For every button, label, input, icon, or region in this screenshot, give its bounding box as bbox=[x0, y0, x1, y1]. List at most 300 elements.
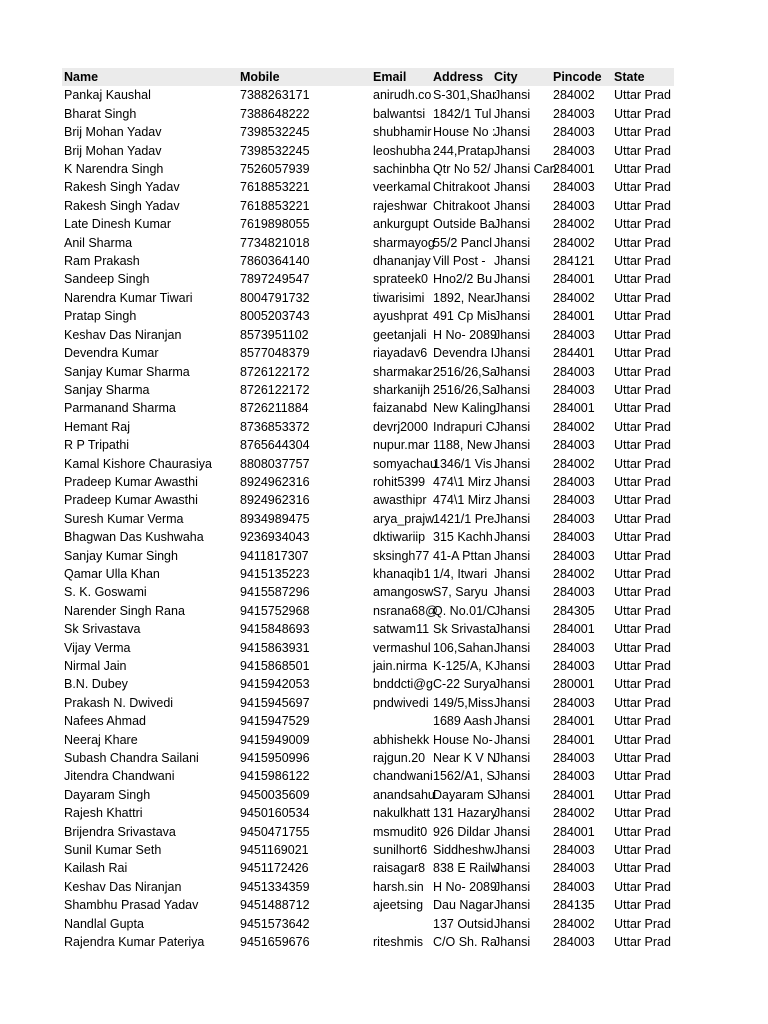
pincode-cell[interactable]: 284003 bbox=[553, 548, 595, 563]
pincode-cell[interactable]: 284003 bbox=[553, 438, 595, 453]
city-cell[interactable]: Jhansi bbox=[494, 935, 531, 950]
state-cell[interactable]: Uttar Prad bbox=[614, 382, 671, 397]
email-cell[interactable]: anandsahu bbox=[373, 787, 435, 802]
state-cell[interactable]: Uttar Prad bbox=[614, 327, 671, 342]
city-cell[interactable]: Jhansi bbox=[494, 511, 531, 526]
mobile-cell[interactable]: 7398532245 bbox=[240, 125, 310, 140]
city-cell[interactable]: Jhansi bbox=[494, 327, 531, 342]
mobile-cell[interactable]: 9415949009 bbox=[240, 732, 310, 747]
mobile-cell[interactable]: 8726211884 bbox=[240, 401, 309, 416]
name-cell[interactable]: Narender Singh Rana bbox=[64, 603, 185, 618]
email-cell[interactable]: balwantsi bbox=[373, 106, 426, 121]
state-cell[interactable]: Uttar Prad bbox=[614, 548, 671, 563]
email-cell[interactable] bbox=[371, 915, 431, 933]
state-cell[interactable]: Uttar Prad bbox=[614, 898, 671, 913]
email-cell[interactable]: khanaqib1 bbox=[373, 566, 431, 581]
state-cell[interactable]: Uttar Prad bbox=[614, 659, 671, 673]
address-cell[interactable]: 1/4, Itwari bbox=[433, 566, 488, 581]
name-cell[interactable]: Ram Prakash bbox=[64, 254, 140, 269]
city-cell[interactable]: Jhansi bbox=[494, 438, 531, 453]
pincode-cell[interactable]: 284003 bbox=[553, 327, 595, 342]
name-cell[interactable]: Kailash Rai bbox=[64, 861, 128, 876]
name-cell[interactable]: Sanjay Kumar Singh bbox=[64, 548, 178, 563]
state-cell[interactable]: Uttar Prad bbox=[614, 493, 671, 508]
state-cell[interactable]: Uttar Prad bbox=[614, 125, 671, 140]
name-cell[interactable]: Dayaram Singh bbox=[64, 787, 151, 802]
city-cell[interactable]: Jhansi bbox=[494, 364, 531, 379]
pincode-cell[interactable]: 284003 bbox=[553, 125, 595, 140]
state-cell[interactable]: Uttar Prad bbox=[614, 530, 671, 545]
city-cell[interactable]: Jhansi bbox=[494, 566, 531, 581]
email-cell[interactable]: sachinbha bbox=[373, 162, 430, 177]
header-mobile[interactable]: Mobile bbox=[240, 70, 280, 84]
mobile-cell[interactable]: 8765644304 bbox=[240, 438, 310, 453]
email-cell[interactable]: devrj2000 bbox=[373, 419, 428, 434]
name-cell[interactable]: Sanjay Sharma bbox=[64, 382, 150, 397]
state-cell[interactable]: Uttar Prad bbox=[614, 198, 671, 213]
pincode-cell[interactable]: 284003 bbox=[553, 106, 595, 121]
pincode-cell[interactable]: 284003 bbox=[553, 493, 595, 508]
address-cell[interactable]: Devendra I bbox=[433, 346, 495, 361]
name-cell[interactable]: S. K. Goswami bbox=[64, 585, 147, 600]
email-cell[interactable]: rohit5399 bbox=[373, 474, 426, 489]
address-cell[interactable]: Indrapuri C bbox=[433, 419, 495, 434]
pincode-cell[interactable]: 284001 bbox=[553, 309, 595, 324]
state-cell[interactable]: Uttar Prad bbox=[614, 732, 671, 747]
address-cell[interactable]: Vill Post - bbox=[433, 254, 486, 269]
email-cell[interactable]: nupur.mar bbox=[373, 438, 430, 453]
pincode-cell[interactable]: 284003 bbox=[553, 843, 595, 858]
email-cell[interactable]: ayushprat bbox=[373, 309, 428, 324]
state-cell[interactable]: Uttar Prad bbox=[614, 787, 671, 802]
city-cell[interactable]: Jhansi bbox=[494, 806, 531, 821]
address-cell[interactable]: C-22 Surya bbox=[433, 677, 497, 692]
mobile-cell[interactable]: 7398532245 bbox=[240, 143, 310, 158]
city-cell[interactable]: Jhansi bbox=[494, 659, 531, 673]
city-cell[interactable]: Jhansi bbox=[494, 474, 531, 489]
name-cell[interactable]: Keshav Das Niranjan bbox=[64, 327, 182, 342]
address-cell[interactable]: 106,Sahan bbox=[433, 640, 494, 655]
city-cell[interactable]: Jhansi bbox=[494, 382, 531, 397]
mobile-cell[interactable]: 8726122172 bbox=[240, 382, 310, 397]
address-cell[interactable]: 1421/1 Pre bbox=[433, 511, 495, 526]
email-cell[interactable]: arya_prajw bbox=[373, 511, 435, 526]
state-cell[interactable]: Uttar Prad bbox=[614, 566, 671, 581]
name-cell[interactable]: Keshav Das Niranjan bbox=[64, 879, 182, 894]
state-cell[interactable]: Uttar Prad bbox=[614, 346, 671, 361]
email-cell[interactable]: tiwarisimi bbox=[373, 290, 425, 305]
email-cell[interactable]: abhishekk bbox=[373, 732, 430, 747]
name-cell[interactable]: Parmanand Sharma bbox=[64, 401, 176, 416]
address-cell[interactable]: C/O Sh. Ra bbox=[433, 935, 497, 950]
pincode-cell[interactable]: 284003 bbox=[553, 180, 595, 195]
email-cell[interactable] bbox=[371, 712, 431, 730]
email-cell[interactable]: sharmayog bbox=[373, 235, 435, 250]
state-cell[interactable]: Uttar Prad bbox=[614, 935, 671, 950]
email-cell[interactable]: vermashul bbox=[373, 640, 431, 655]
pincode-cell[interactable]: 284003 bbox=[553, 935, 595, 950]
mobile-cell[interactable]: 9236934043 bbox=[240, 530, 310, 545]
state-cell[interactable]: Uttar Prad bbox=[614, 751, 671, 766]
header-email[interactable]: Email bbox=[373, 70, 407, 84]
name-cell[interactable]: Pratap Singh bbox=[64, 309, 137, 324]
mobile-cell[interactable]: 8005203743 bbox=[240, 309, 310, 324]
pincode-cell[interactable]: 284003 bbox=[553, 364, 595, 379]
pincode-cell[interactable]: 284305 bbox=[553, 603, 595, 618]
mobile-cell[interactable]: 7618853221 bbox=[240, 198, 310, 213]
city-cell[interactable]: Jhansi bbox=[494, 603, 531, 618]
mobile-cell[interactable]: 9450160534 bbox=[240, 806, 310, 821]
pincode-cell[interactable]: 284001 bbox=[553, 824, 595, 839]
email-cell[interactable]: riayadav6 bbox=[373, 346, 428, 361]
mobile-cell[interactable]: 9415135223 bbox=[240, 566, 310, 581]
address-cell[interactable]: Hno2/2 Bu bbox=[433, 272, 493, 287]
city-cell[interactable]: Jhansi bbox=[494, 235, 531, 250]
address-cell[interactable]: Chitrakoot bbox=[433, 180, 490, 195]
address-cell[interactable]: New Kaling bbox=[433, 401, 497, 416]
name-cell[interactable]: Brij Mohan Yadav bbox=[64, 143, 162, 158]
name-cell[interactable]: Devendra Kumar bbox=[64, 346, 159, 361]
pincode-cell[interactable]: 284001 bbox=[553, 622, 595, 637]
mobile-cell[interactable]: 8934989475 bbox=[240, 511, 310, 526]
city-cell[interactable]: Jhansi bbox=[494, 106, 531, 121]
city-cell[interactable]: Jhansi bbox=[494, 879, 531, 894]
name-cell[interactable]: Rakesh Singh Yadav bbox=[64, 180, 180, 195]
pincode-cell[interactable]: 284003 bbox=[553, 143, 595, 158]
email-cell[interactable]: riteshmis bbox=[373, 935, 424, 950]
pincode-cell[interactable]: 284003 bbox=[553, 382, 595, 397]
name-cell[interactable]: Suresh Kumar Verma bbox=[64, 511, 184, 526]
pincode-cell[interactable]: 284002 bbox=[553, 456, 595, 471]
name-cell[interactable]: Bharat Singh bbox=[64, 106, 137, 121]
mobile-cell[interactable]: 8004791732 bbox=[240, 290, 310, 305]
state-cell[interactable]: Uttar Prad bbox=[614, 640, 671, 655]
state-cell[interactable]: Uttar Prad bbox=[614, 474, 671, 489]
email-cell[interactable]: sprateek0 bbox=[373, 272, 428, 287]
state-cell[interactable]: Uttar Prad bbox=[614, 254, 671, 269]
header-city[interactable]: City bbox=[494, 70, 518, 84]
mobile-cell[interactable]: 9451172426 bbox=[240, 861, 309, 876]
state-cell[interactable]: Uttar Prad bbox=[614, 438, 671, 453]
email-cell[interactable]: leoshubha bbox=[373, 143, 431, 158]
pincode-cell[interactable]: 284003 bbox=[553, 695, 595, 710]
email-cell[interactable]: sunilhort6 bbox=[373, 843, 428, 858]
city-cell[interactable]: Jhansi bbox=[494, 272, 531, 287]
mobile-cell[interactable]: 7619898055 bbox=[240, 217, 310, 232]
mobile-cell[interactable]: 9415587296 bbox=[240, 585, 310, 600]
mobile-cell[interactable]: 9451334359 bbox=[240, 879, 310, 894]
address-cell[interactable]: 55/2 Pancl bbox=[433, 235, 493, 250]
email-cell[interactable]: faizanabd bbox=[373, 401, 428, 416]
name-cell[interactable]: Subash Chandra Sailani bbox=[64, 751, 199, 766]
city-cell[interactable]: Jhansi bbox=[494, 309, 531, 324]
city-cell[interactable]: Jhansi bbox=[494, 622, 531, 637]
address-cell[interactable]: 1689 Aash bbox=[433, 714, 493, 729]
city-cell[interactable]: Jhansi bbox=[494, 180, 531, 195]
address-cell[interactable]: 926 Dildar bbox=[433, 824, 490, 839]
email-cell[interactable]: dhananjay bbox=[373, 254, 431, 269]
city-cell[interactable]: Jhansi bbox=[494, 198, 531, 213]
mobile-cell[interactable]: 9450471755 bbox=[240, 824, 310, 839]
name-cell[interactable]: Rakesh Singh Yadav bbox=[64, 198, 180, 213]
header-name[interactable]: Name bbox=[64, 70, 99, 84]
address-cell[interactable]: 1188, New bbox=[433, 438, 492, 453]
city-cell[interactable]: Jhansi bbox=[494, 769, 531, 784]
name-cell[interactable]: Shambhu Prasad Yadav bbox=[64, 898, 199, 913]
pincode-cell[interactable]: 284003 bbox=[553, 511, 595, 526]
mobile-cell[interactable]: 8924962316 bbox=[240, 474, 310, 489]
mobile-cell[interactable]: 8577048379 bbox=[240, 346, 310, 361]
state-cell[interactable]: Uttar Prad bbox=[614, 879, 671, 894]
city-cell[interactable]: Jhansi bbox=[494, 548, 531, 563]
city-cell[interactable]: Jhansi bbox=[494, 493, 531, 508]
name-cell[interactable]: Jitendra Chandwani bbox=[64, 769, 175, 784]
email-cell[interactable]: veerkamal bbox=[373, 180, 431, 195]
name-cell[interactable]: Qamar Ulla Khan bbox=[64, 566, 160, 581]
state-cell[interactable]: Uttar Prad bbox=[614, 143, 671, 158]
name-cell[interactable]: Brij Mohan Yadav bbox=[64, 125, 162, 140]
state-cell[interactable]: Uttar Prad bbox=[614, 401, 671, 416]
state-cell[interactable]: Uttar Prad bbox=[614, 861, 671, 876]
name-cell[interactable]: Anil Sharma bbox=[64, 235, 133, 250]
name-cell[interactable]: Sunil Kumar Seth bbox=[64, 843, 162, 858]
email-cell[interactable]: msmudit0 bbox=[373, 824, 428, 839]
address-cell[interactable]: Dau Nagar bbox=[433, 898, 494, 913]
state-cell[interactable]: Uttar Prad bbox=[614, 677, 671, 692]
email-cell[interactable]: harsh.sin bbox=[373, 879, 424, 894]
state-cell[interactable]: Uttar Prad bbox=[614, 456, 671, 471]
mobile-cell[interactable]: 7860364140 bbox=[240, 254, 310, 269]
pincode-cell[interactable]: 284003 bbox=[553, 640, 595, 655]
city-cell[interactable]: Jhansi bbox=[494, 695, 531, 710]
header-state[interactable]: State bbox=[614, 70, 645, 84]
name-cell[interactable]: Nandlal Gupta bbox=[64, 916, 144, 931]
city-cell[interactable]: Jhansi bbox=[494, 346, 531, 361]
address-cell[interactable]: Chitrakoot bbox=[433, 198, 490, 213]
mobile-cell[interactable]: 9415950996 bbox=[240, 751, 310, 766]
address-cell[interactable]: Qtr No 52/ bbox=[433, 162, 491, 177]
pincode-cell[interactable]: 284003 bbox=[553, 769, 595, 784]
address-cell[interactable]: 838 E Railw bbox=[433, 861, 500, 876]
name-cell[interactable]: Prakash N. Dwivedi bbox=[64, 695, 174, 710]
city-cell[interactable]: Jhansi bbox=[494, 861, 531, 876]
mobile-cell[interactable]: 9415863931 bbox=[240, 640, 310, 655]
name-cell[interactable]: Neeraj Khare bbox=[64, 732, 138, 747]
city-cell[interactable]: Jhansi bbox=[494, 824, 531, 839]
mobile-cell[interactable]: 9415986122 bbox=[240, 769, 310, 784]
email-cell[interactable]: rajgun.20 bbox=[373, 751, 426, 766]
pincode-cell[interactable]: 284003 bbox=[553, 530, 595, 545]
email-cell[interactable]: geetanjali bbox=[373, 327, 427, 342]
pincode-cell[interactable]: 284003 bbox=[553, 659, 595, 673]
name-cell[interactable]: Brijendra Srivastava bbox=[64, 824, 176, 839]
pincode-cell[interactable]: 280001 bbox=[553, 677, 595, 692]
address-cell[interactable]: Dayaram S bbox=[433, 787, 496, 802]
pincode-cell[interactable]: 284002 bbox=[553, 235, 595, 250]
email-cell[interactable]: nsrana68@ bbox=[373, 603, 438, 618]
pincode-cell[interactable]: 284003 bbox=[553, 751, 595, 766]
city-cell[interactable]: Jhansi bbox=[494, 217, 531, 232]
name-cell[interactable]: Bhagwan Das Kushwaha bbox=[64, 530, 204, 545]
mobile-cell[interactable]: 9450035609 bbox=[240, 787, 310, 802]
state-cell[interactable]: Uttar Prad bbox=[614, 695, 671, 710]
pincode-cell[interactable]: 284002 bbox=[553, 88, 595, 103]
address-cell[interactable]: 137 Outsid bbox=[433, 916, 494, 931]
state-cell[interactable]: Uttar Prad bbox=[614, 916, 671, 931]
mobile-cell[interactable]: 9415848693 bbox=[240, 622, 310, 637]
email-cell[interactable]: bnddcti@g bbox=[373, 677, 433, 692]
pincode-cell[interactable]: 284003 bbox=[553, 198, 595, 213]
city-cell[interactable]: Jhansi bbox=[494, 456, 531, 471]
mobile-cell[interactable]: 8726122172 bbox=[240, 364, 310, 379]
address-cell[interactable]: H No- 2089 bbox=[433, 879, 497, 894]
email-cell[interactable]: awasthipr bbox=[373, 493, 427, 508]
address-cell[interactable]: 244,Pratap bbox=[433, 143, 495, 158]
name-cell[interactable]: Rajesh Khattri bbox=[64, 806, 143, 821]
address-cell[interactable]: 149/5,Miss bbox=[433, 695, 494, 710]
state-cell[interactable]: Uttar Prad bbox=[614, 180, 671, 195]
state-cell[interactable]: Uttar Prad bbox=[614, 290, 671, 305]
address-cell[interactable]: Near K V N bbox=[433, 751, 497, 766]
pincode-cell[interactable]: 284002 bbox=[553, 217, 595, 232]
state-cell[interactable]: Uttar Prad bbox=[614, 309, 671, 324]
pincode-cell[interactable]: 284003 bbox=[553, 585, 595, 600]
pincode-cell[interactable]: 284002 bbox=[553, 566, 595, 581]
address-cell[interactable]: 474\1 Mirz bbox=[433, 474, 492, 489]
mobile-cell[interactable]: 9415947529 bbox=[240, 714, 310, 729]
state-cell[interactable]: Uttar Prad bbox=[614, 217, 671, 232]
city-cell[interactable]: Jhansi bbox=[494, 143, 531, 158]
email-cell[interactable]: raisagar8 bbox=[373, 861, 426, 876]
mobile-cell[interactable]: 9411817307 bbox=[240, 548, 309, 563]
city-cell[interactable]: Jhansi bbox=[494, 290, 531, 305]
city-cell[interactable]: Jhansi bbox=[494, 732, 531, 747]
address-cell[interactable]: House No- bbox=[433, 732, 493, 747]
name-cell[interactable]: Pradeep Kumar Awasthi bbox=[64, 493, 198, 508]
address-cell[interactable]: S-301,Shar bbox=[433, 88, 497, 103]
city-cell[interactable]: Jhansi bbox=[494, 677, 531, 692]
address-cell[interactable]: Outside Ba bbox=[433, 217, 495, 232]
address-cell[interactable]: 1562/A1, S bbox=[433, 769, 495, 784]
address-cell[interactable]: 491 Cp Mis bbox=[433, 309, 497, 324]
city-cell[interactable]: Jhansi bbox=[494, 714, 531, 729]
mobile-cell[interactable]: 9451573642 bbox=[240, 916, 310, 931]
pincode-cell[interactable]: 284002 bbox=[553, 916, 595, 931]
state-cell[interactable]: Uttar Prad bbox=[614, 511, 671, 526]
pincode-cell[interactable]: 284003 bbox=[553, 879, 595, 894]
email-cell[interactable]: chandwani bbox=[373, 769, 433, 784]
name-cell[interactable]: Nirmal Jain bbox=[64, 659, 127, 673]
state-cell[interactable]: Uttar Prad bbox=[614, 364, 671, 379]
mobile-cell[interactable]: 9415868501 bbox=[240, 659, 310, 673]
mobile-cell[interactable]: 9415945697 bbox=[240, 695, 310, 710]
pincode-cell[interactable]: 284001 bbox=[553, 401, 595, 416]
city-cell[interactable]: Jhansi bbox=[494, 88, 531, 103]
state-cell[interactable]: Uttar Prad bbox=[614, 806, 671, 821]
email-cell[interactable]: amangosw bbox=[373, 585, 434, 600]
name-cell[interactable]: Sandeep Singh bbox=[64, 272, 150, 287]
address-cell[interactable]: S7, Saryu bbox=[433, 585, 488, 600]
state-cell[interactable]: Uttar Prad bbox=[614, 106, 671, 121]
email-cell[interactable]: rajeshwar bbox=[373, 198, 428, 213]
mobile-cell[interactable]: 7734821018 bbox=[240, 235, 310, 250]
city-cell[interactable]: Jhansi bbox=[494, 916, 531, 931]
email-cell[interactable]: ankurgupt bbox=[373, 217, 429, 232]
header-address[interactable]: Address bbox=[433, 70, 484, 84]
mobile-cell[interactable]: 7897249547 bbox=[240, 272, 310, 287]
email-cell[interactable]: somyachau bbox=[373, 456, 437, 471]
email-cell[interactable]: jain.nirma bbox=[373, 659, 428, 673]
pincode-cell[interactable]: 284001 bbox=[553, 787, 595, 802]
address-cell[interactable]: 315 Kachh bbox=[433, 530, 493, 545]
pincode-cell[interactable]: 284003 bbox=[553, 861, 595, 876]
name-cell[interactable]: Nafees Ahmad bbox=[64, 714, 146, 729]
email-cell[interactable]: ajeetsing bbox=[373, 898, 424, 913]
city-cell[interactable]: Jhansi bbox=[494, 125, 531, 140]
address-cell[interactable]: 131 Hazary bbox=[433, 806, 497, 821]
name-cell[interactable]: K Narendra Singh bbox=[64, 162, 164, 177]
pincode-cell[interactable]: 284002 bbox=[553, 419, 595, 434]
email-cell[interactable]: pndwivedi bbox=[373, 695, 429, 710]
email-cell[interactable]: dktiwariip bbox=[373, 530, 426, 545]
name-cell[interactable]: Sk Srivastava bbox=[64, 622, 141, 637]
state-cell[interactable]: Uttar Prad bbox=[614, 272, 671, 287]
city-cell[interactable]: Jhansi bbox=[494, 640, 531, 655]
address-cell[interactable]: 474\1 Mirz bbox=[433, 493, 492, 508]
state-cell[interactable]: Uttar Prad bbox=[614, 235, 671, 250]
city-cell[interactable]: Jhansi bbox=[494, 530, 531, 545]
city-cell[interactable]: Jhansi bbox=[494, 254, 531, 269]
pincode-cell[interactable]: 284001 bbox=[553, 162, 595, 177]
address-cell[interactable]: Q. No.01/C bbox=[433, 603, 496, 618]
pincode-cell[interactable]: 284121 bbox=[553, 254, 595, 269]
email-cell[interactable]: nakulkhatt bbox=[373, 806, 430, 821]
name-cell[interactable]: Sanjay Kumar Sharma bbox=[64, 364, 190, 379]
mobile-cell[interactable]: 9451659676 bbox=[240, 935, 310, 950]
name-cell[interactable]: Kamal Kishore Chaurasiya bbox=[64, 456, 212, 471]
city-cell[interactable]: Jhansi bbox=[494, 898, 531, 913]
mobile-cell[interactable]: 9415942053 bbox=[240, 677, 310, 692]
name-cell[interactable]: Hemant Raj bbox=[64, 419, 130, 434]
mobile-cell[interactable]: 7526057939 bbox=[240, 162, 310, 177]
pincode-cell[interactable]: 284002 bbox=[553, 290, 595, 305]
mobile-cell[interactable]: 7388263171 bbox=[240, 88, 310, 103]
state-cell[interactable]: Uttar Prad bbox=[614, 603, 671, 618]
city-cell[interactable]: Jhansi bbox=[494, 843, 531, 858]
mobile-cell[interactable]: 8573951102 bbox=[240, 327, 309, 342]
name-cell[interactable]: Pankaj Kaushal bbox=[64, 88, 151, 103]
email-cell[interactable]: shubhamir bbox=[373, 125, 432, 140]
address-cell[interactable]: Siddheshw bbox=[433, 843, 495, 858]
city-cell[interactable]: Jhansi Can bbox=[494, 162, 557, 177]
state-cell[interactable]: Uttar Prad bbox=[614, 585, 671, 600]
address-cell[interactable]: 41-A Pttan bbox=[433, 548, 492, 563]
city-cell[interactable]: Jhansi bbox=[494, 787, 531, 802]
state-cell[interactable]: Uttar Prad bbox=[614, 824, 671, 839]
pincode-cell[interactable]: 284002 bbox=[553, 806, 595, 821]
name-cell[interactable]: R P Tripathi bbox=[64, 438, 130, 453]
pincode-cell[interactable]: 284401 bbox=[553, 346, 595, 361]
name-cell[interactable]: Narendra Kumar Tiwari bbox=[64, 290, 193, 305]
name-cell[interactable]: Vijay Verma bbox=[64, 640, 131, 655]
mobile-cell[interactable]: 9451488712 bbox=[240, 898, 310, 913]
mobile-cell[interactable]: 7618853221 bbox=[240, 180, 310, 195]
mobile-cell[interactable]: 8808037757 bbox=[240, 456, 310, 471]
mobile-cell[interactable]: 7388648222 bbox=[240, 106, 310, 121]
address-cell[interactable]: Sk Srivasta bbox=[433, 622, 497, 637]
address-cell[interactable]: House No : bbox=[433, 125, 496, 140]
email-cell[interactable]: sharmakar bbox=[373, 364, 433, 379]
